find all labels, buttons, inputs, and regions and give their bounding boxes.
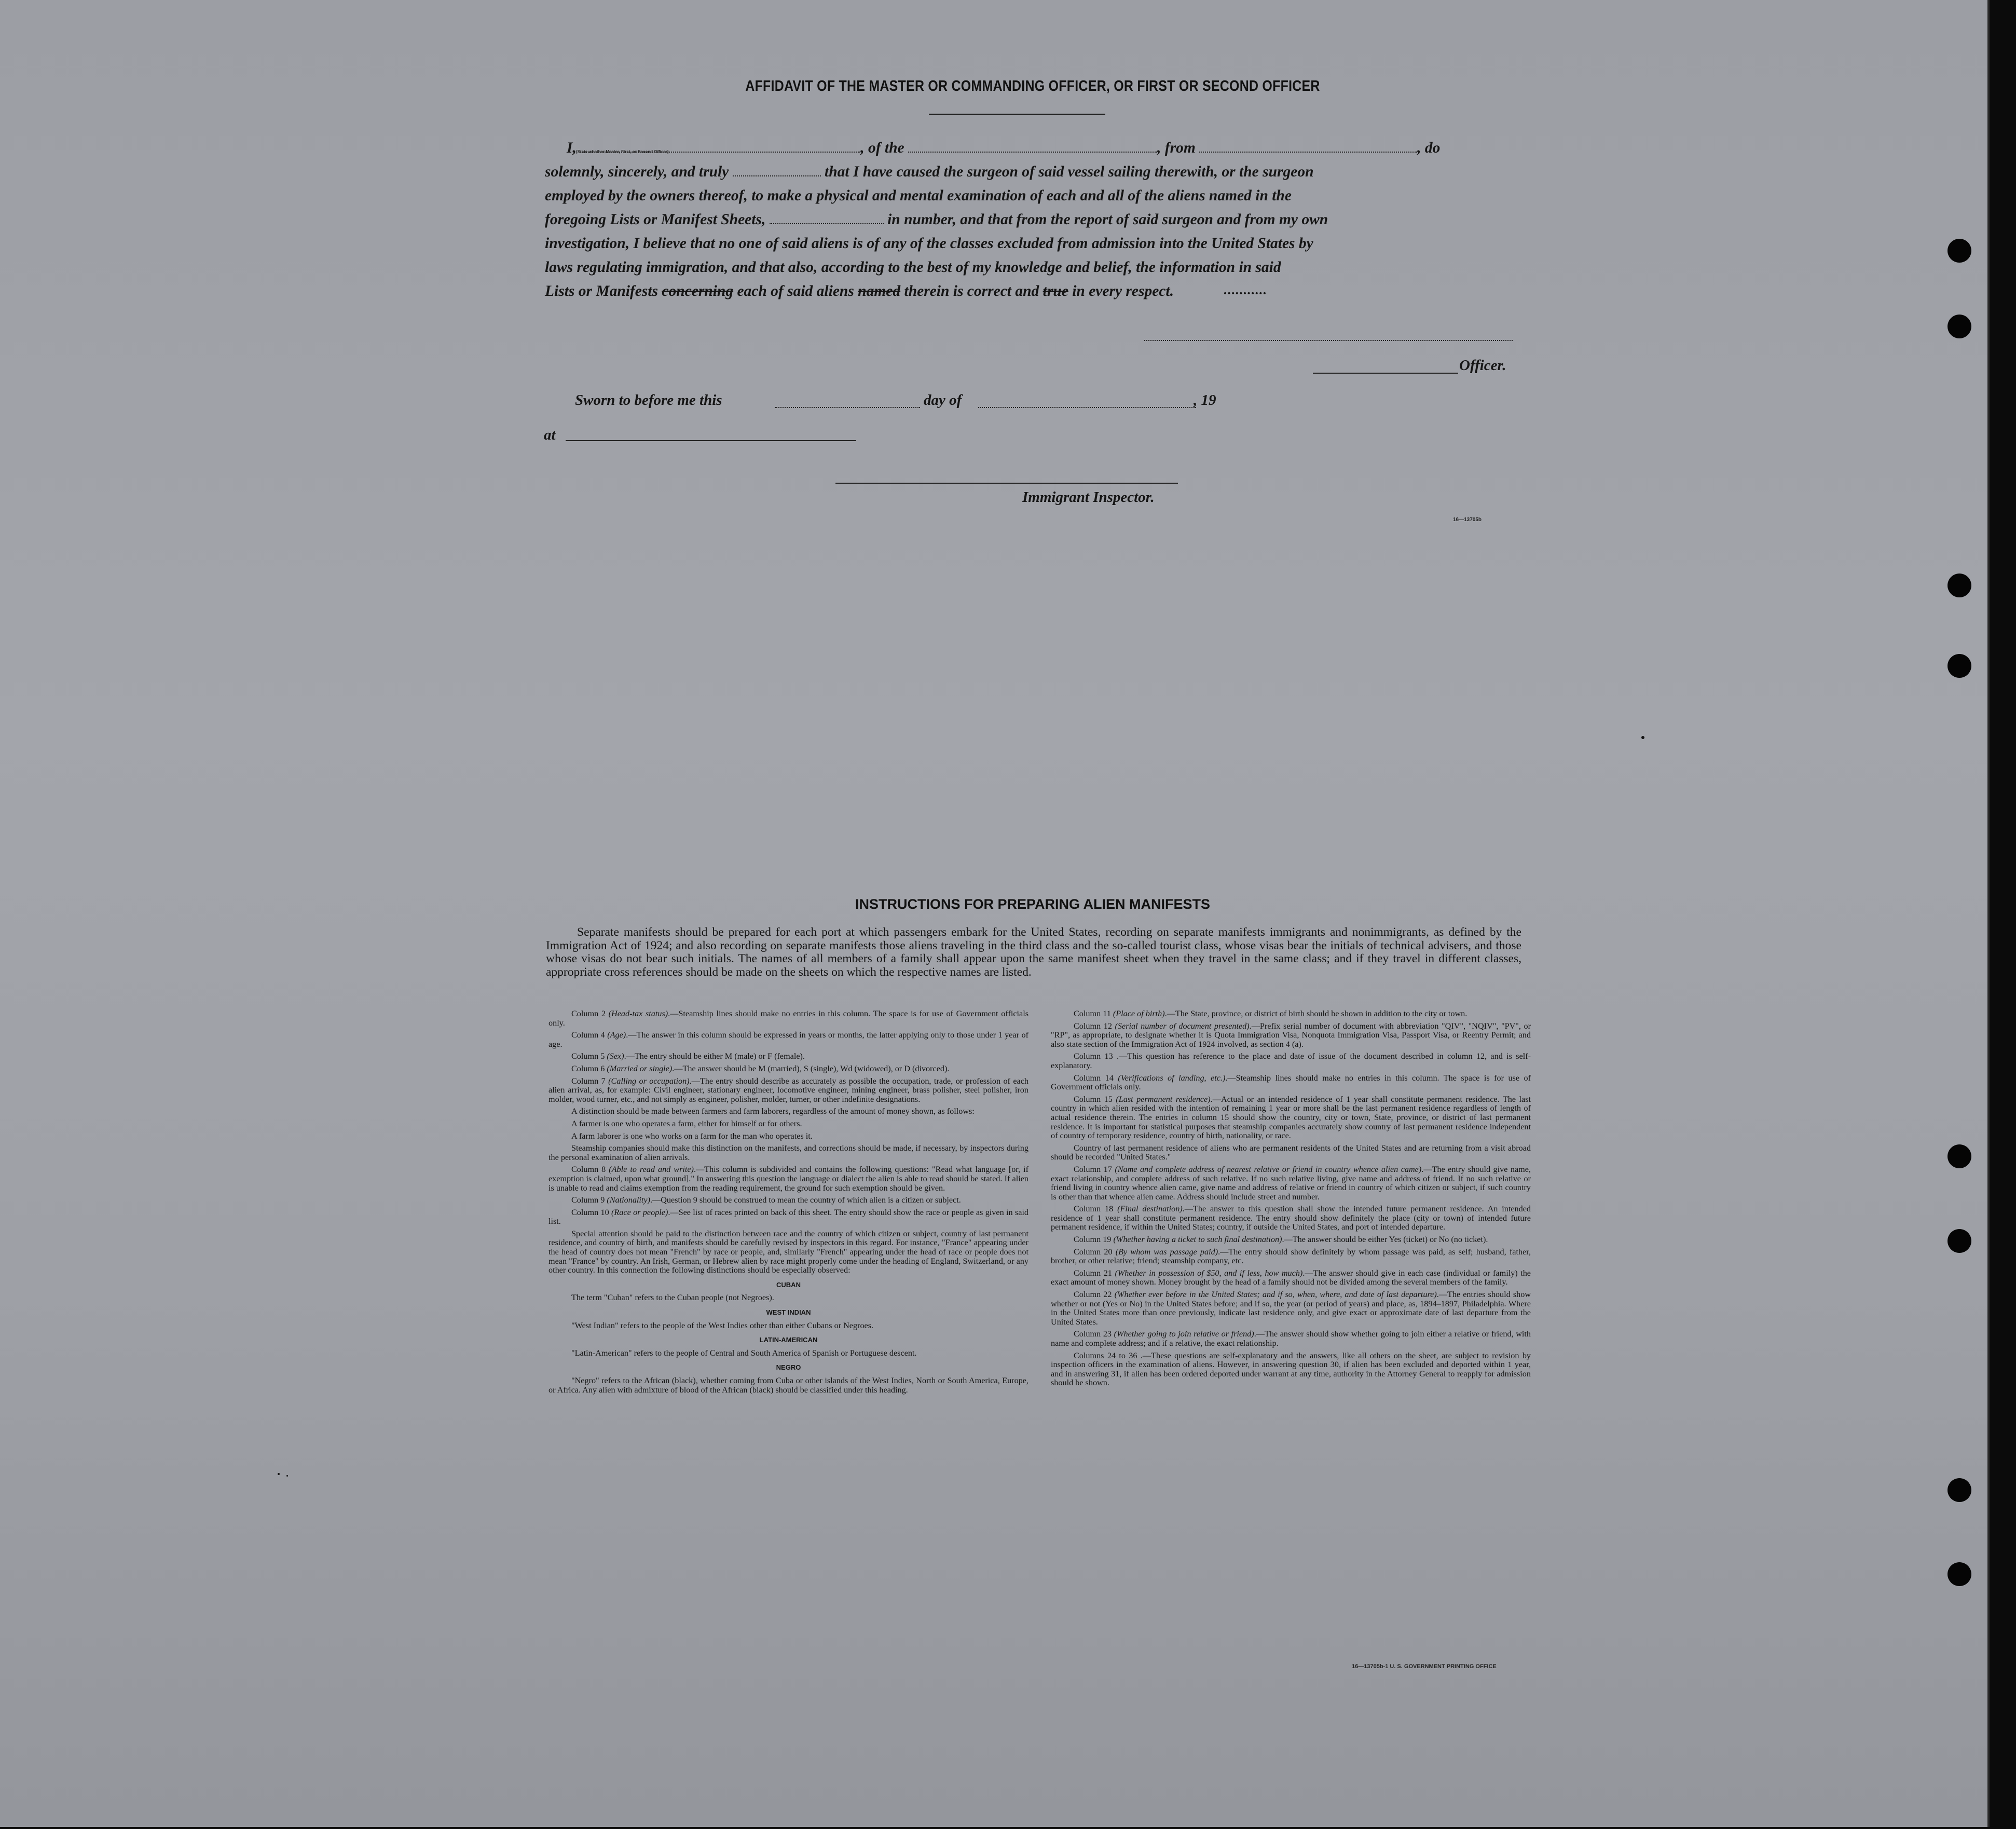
left-paragraph: [548, 1077, 1028, 1104]
affidavit-text: therein is correct and: [904, 283, 1039, 299]
punch-hole: [1948, 1478, 1971, 1502]
left-paragraph: [548, 1064, 1028, 1074]
day-of-label: day of: [924, 392, 962, 408]
race-definition: "West Indian" refers to the people of the West Indies other than either Cubans or Negroes.: [571, 1320, 874, 1330]
column-title: (Whether ever before in the United States; and if so, when, where, and date of last departure): [1114, 1290, 1437, 1300]
column-title: (Verifications of landing, etc.): [1118, 1073, 1226, 1083]
column-number: Column 22: [1074, 1290, 1115, 1300]
affidavit-text: in every respect.: [1072, 283, 1174, 299]
race-definitions: [548, 1280, 1028, 1395]
column-title: (Age): [607, 1030, 626, 1040]
instruction-text: .—Steamship lines should make no entries in this column. The space is for use of Government officials only.: [1051, 1073, 1531, 1092]
instruction-text: A distinction should be made between farmers and farm laborers, regardless of the amount of money shown, as follows:: [571, 1107, 975, 1116]
pen-mark: [1224, 290, 1266, 294]
instruction-text: .—The answer to this question shall show the intended future permanent residence. An intended residence of 1 year shall constitute permanent residence. The entry should show definitely the place (city or town) of intended future permanent residence, if within the United States; country, if outside the United States, and port of intended departure.: [1051, 1204, 1531, 1232]
column-title: (Last permanent residence): [1116, 1094, 1211, 1104]
column-number: Column 10: [571, 1207, 612, 1217]
right-paragraph: [1051, 1022, 1531, 1049]
column-title: (Head-tax status): [608, 1009, 668, 1018]
column-number: Column 5: [571, 1052, 607, 1061]
affidavit-title: AFFIDAVIT OF THE MASTER OR COMMANDING OFFICER, OR FIRST OR SECOND OFFICER: [745, 78, 1320, 94]
affidavit-body: [545, 136, 1515, 303]
instruction-text: .—The entries should show whether or not (Yes or No) in the United States before; and if so, the year (or period of years) and place, as, 1894–1897, Philadelphia. Where in the United States more than once previously, indicate last residence only, and give exact or approximate date of last departure from the United States.: [1051, 1290, 1531, 1327]
column-number: Column 20: [1074, 1247, 1116, 1257]
instruction-text: .—The answer should be either Yes (ticket) or No (no ticket).: [1282, 1235, 1488, 1245]
printing-office-code: 16—13705b-1 U. S. GOVERNMENT PRINTING OFFICE: [1352, 1663, 1497, 1670]
left-paragraph: [548, 1196, 1028, 1205]
sheet-count-blank: [770, 212, 884, 224]
punch-hole: [1948, 315, 1971, 338]
vessel-name-blank: [908, 140, 1157, 153]
instruction-text: .—The answer in this column should be expressed in years or months, the latter applying only to those under 1 year of age.: [548, 1030, 1028, 1049]
column-title: (Able to read and write): [609, 1165, 694, 1175]
column-number: Column 23: [1074, 1329, 1114, 1339]
left-paragraph: [548, 1132, 1028, 1141]
punch-hole: [1948, 574, 1971, 597]
column-title: (Serial number of document presented): [1115, 1021, 1250, 1031]
affidavit-line-5: investigation, I believe that no one of said aliens is of any of the classes excluded from admission into the United States by: [545, 235, 1313, 252]
column-number: Column 18: [1074, 1204, 1118, 1214]
column-title: (Final destination): [1117, 1204, 1183, 1214]
affidavit-line-7: [545, 279, 1515, 303]
left-paragraph: [548, 1120, 1028, 1129]
right-paragraph: [1051, 1235, 1531, 1245]
year-label: , 19: [1194, 392, 1216, 408]
affidavit-text: , do: [1417, 140, 1441, 156]
instruction-text: .—The answer should give in each case (individual or family) the exact amount of money shown. Money brought by the head of a family should not be divided among the several members of the family.: [1051, 1268, 1531, 1287]
race-heading: WEST INDIAN: [766, 1308, 811, 1317]
race-heading: CUBAN: [776, 1280, 801, 1289]
instructions-left-column: [548, 1009, 1028, 1398]
right-column-items: [1051, 1009, 1531, 1388]
affidavit-text: foregoing Lists or Manifest Sheets,: [545, 211, 766, 228]
column-title: (Whether in possession of $50, and if less, how much): [1115, 1268, 1303, 1278]
race-definition: "Negro" refers to the African (black), whether coming from Cuba or other islands of the West Indies, North or South America, Europe, or Africa. Any alien with admixture of blood of the African (black) should be classified under this heading.: [548, 1376, 1028, 1395]
instructions-title: INSTRUCTIONS FOR PREPARING ALIEN MANIFESTS: [855, 896, 1211, 912]
instruction-text: Steamship companies should make this distinction on the manifests, and corrections should be made, if necessary, by inspectors during the personal examination of alien arrivals.: [548, 1143, 1028, 1162]
struck-word: concerning: [662, 283, 734, 299]
affidavit-line-1: [545, 136, 1515, 160]
race-definition: The term "Cuban" refers to the Cuban people (not Negroes).: [571, 1293, 774, 1303]
race-definition: "Latin-American" refers to the people of Central and South America of Spanish or Portuguese descent.: [571, 1348, 917, 1358]
column-title: (By whom was passage paid): [1115, 1247, 1218, 1257]
column-number: Column 6: [571, 1063, 607, 1073]
instruction-text: Country of last permanent residence of aliens who are permanent residents of the United States and are returning from a visit abroad should be recorded "United States.": [1051, 1143, 1531, 1162]
left-paragraph: [548, 1052, 1028, 1061]
column-number: Column 12: [1074, 1021, 1115, 1031]
instruction-text: .—This column is subdivided and contains the following questions: "Read what language [or, if exemption is claimed, upon what ground]." In answering this question the language or dialect the alien is able to read should be stated. If alien is unable to read and claims exemption from the reading requirement, the ground for such exemption should be given.: [548, 1165, 1028, 1193]
column-title: (Calling or occupation): [608, 1076, 690, 1086]
left-paragraph: [548, 1230, 1028, 1275]
rank-note: (State whether Master, First, or Second Officer): [576, 149, 669, 154]
struck-word: named: [858, 283, 901, 299]
affidavit-text: I,: [567, 140, 577, 156]
column-number: Column 19: [1074, 1235, 1114, 1245]
race-heading: NEGRO: [776, 1363, 801, 1372]
column-number: Column 17: [1074, 1164, 1115, 1174]
signature-line: [1144, 340, 1513, 342]
instructions-intro: Separate manifests should be prepared for each port at which passengers embark for the United States, recording on separate manifests immigrants and nonimmigrants, as defined by the Immigration Act of 1924; and also recording on separate manifests those aliens traveling in the third class and the so-called tourist class, whose visas bear the initials of technical advisers, and those whose visas do not bear such initials. The names of all members of a family shall appear upon the same manifest sheet when they travel in the same class; and if they travel in different classes, appropriate cross references should be made on the sheets on which the respective names are listed.: [546, 925, 1521, 979]
instruction-text: .—The answer should show whether going to join either a relative or friend, with name and complete address; and if a relative, the exact relationship.: [1051, 1329, 1531, 1348]
right-paragraph: [1051, 1205, 1531, 1232]
instruction-text: A farmer is one who operates a farm, either for himself or for others.: [571, 1118, 802, 1128]
column-title: (Race or people): [611, 1207, 668, 1217]
title-rule: [929, 114, 1105, 115]
column-title: (Married or single): [607, 1063, 673, 1073]
left-paragraph: [548, 1144, 1028, 1162]
ink-speck: [286, 1475, 288, 1477]
port-from-blank: [1199, 140, 1417, 153]
instruction-text: Special attention should be paid to the distinction between race and the country of which citizen or subject, country of last permanent residence, and country of birth, and manifests should be carefully revised by inspectors in this regard. For instance, "France" appearing under the head of country does not mean "French" by race or people, and, similarly "French" appearing under the head of race or people does not mean "France" by country. An Irish, German, or Hebrew alien by race might properly come under the heading of England, Switzerland, or any other country. In this connection the following distinctions should be especially observed:: [548, 1229, 1028, 1275]
place-blank: [566, 440, 856, 441]
officer-label: Officer.: [1459, 357, 1506, 374]
column-number: Column 13: [1074, 1052, 1117, 1061]
column-number: Column 7: [571, 1076, 609, 1086]
left-paragraph: [548, 1031, 1028, 1049]
instruction-text: .—The entry should give name, exact relationship, and complete address of such relative. If no such relative living, give name and address of friend. If no such relative or friend living in country whence alien came, give name and address of relative or friend in country of which citizen or subject, if such country is other than that whence alien came. Address should include street and number.: [1051, 1164, 1531, 1202]
right-paragraph: [1051, 1352, 1531, 1388]
sworn-month-blank: [978, 407, 1196, 408]
instruction-text: .—The entry should show definitely by whom passage was paid, as self; husband, father, brother, or other relative; friend; steamship company, etc.: [1051, 1247, 1531, 1266]
column-title: (Whether having a ticket to such final destination): [1113, 1235, 1282, 1245]
affidavit-text: solemnly, sincerely, and truly: [545, 163, 729, 180]
officer-signature-line: [1313, 373, 1458, 374]
affidavit-line-2: [545, 160, 1515, 184]
column-title: (Whether going to join relative or friend): [1114, 1329, 1254, 1339]
instruction-text: .—The answer should be M (married), S (single), Wd (widowed), or D (divorced).: [672, 1063, 950, 1073]
left-paragraph: [548, 1208, 1028, 1226]
column-title: (Name and complete address of nearest relative or friend in country whence alien came): [1115, 1164, 1422, 1174]
instruction-text: .—Question 9 should be construed to mean the country of which alien is a citizen or subject.: [650, 1195, 961, 1205]
instruction-text: .—Prefix serial number of document with abbreviation "QIV", "NQIV", "PV", or "RP", as appropriate, to designate whether it is Quota Immigration Visa, Nonquota Immigration Visa, Passport Visa, or Reentry Permit; and also state section of the Immigration Act of 1924 involved, as section 4 (a).: [1051, 1021, 1531, 1049]
right-paragraph: [1051, 1144, 1531, 1162]
instruction-text: .—The entry should describe as accurately as possible the occupation, trade, or profession of each alien arrival, as, for example: Civil engineer, stationary engineer, locomotive engineer, mining engineer, brass polisher, steel polisher, iron molder, wood turner, etc., and not simply as engineer, polisher, molder, turner, or other indefinite designations.: [548, 1076, 1028, 1104]
instruction-text: .—The entry should be either M (male) or F (female).: [624, 1052, 805, 1061]
affidavit-text: that I have caused the surgeon of said vessel sailing therewith, or the surgeon: [825, 163, 1314, 180]
right-paragraph: [1051, 1052, 1531, 1070]
column-number: Column 11: [1074, 1009, 1113, 1018]
affidavit-text: Lists or Manifests: [545, 283, 659, 299]
column-number: Column 21: [1074, 1268, 1115, 1278]
right-paragraph: [1051, 1269, 1531, 1287]
punch-hole: [1948, 1229, 1971, 1253]
right-paragraph: [1051, 1330, 1531, 1348]
column-number: Column 4: [571, 1030, 608, 1040]
affidavit-line-6: laws regulating immigration, and that also, according to the best of my knowledge and belief, the information in said: [545, 259, 1281, 276]
punch-hole: [1948, 1144, 1971, 1168]
oath-blank: [733, 164, 821, 176]
right-paragraph: [1051, 1095, 1531, 1141]
sworn-label: Sworn to before me this: [575, 392, 722, 408]
instruction-text: .—These questions are self-explanatory and the answers, like all others on the sheet, are subject to revision by inspection officers in the examination of aliens. However, in answering question 30, if alien has been excluded and deported within 1 year, and in answering 31, if alien has been ordered deported under warrant at any time, authority in the Attorney General to reapply for admission should be shown.: [1051, 1350, 1531, 1388]
instruction-text: .—Actual or an intended residence of 1 year shall constitute permanent residence. The last country in which alien resided with the intention of remaining 1 year or more shall be the last permanent residence regardless of length of actual residence therein. The entries in column 15 should show the country, city or town, State, province, or district of last permanent residence. It is important for statistical purposes that steamship companies accurately show country of last permanent residence independent of country of temporary residence, country of birth, nationality, or race.: [1051, 1094, 1531, 1141]
right-paragraph: [1051, 1009, 1531, 1019]
instruction-text: .—This question has reference to the place and date of issue of the document described in column 12, and is self-explanatory.: [1051, 1052, 1531, 1070]
affidavit-text: , from: [1157, 140, 1196, 156]
left-paragraph: [548, 1107, 1028, 1116]
column-number: Column 8: [571, 1165, 609, 1175]
column-number: Column 14: [1074, 1073, 1118, 1083]
affidavit-text: in number, and that from the report of said surgeon and from my own: [887, 211, 1328, 228]
ink-speck: [278, 1473, 280, 1475]
column-title: (Nationality): [607, 1195, 650, 1205]
punch-hole: [1948, 654, 1971, 678]
column-number: Column 9: [571, 1195, 607, 1205]
punch-hole: [1948, 239, 1971, 263]
race-heading: LATIN-AMERICAN: [759, 1336, 818, 1344]
right-paragraph: [1051, 1165, 1531, 1202]
instruction-text: .—See list of races printed on back of this sheet. The entry should show the race or people as given in said list.: [548, 1207, 1028, 1226]
instruction-text: A farm laborer is one who works on a farm for the man who operates it.: [571, 1131, 813, 1141]
punch-hole: [1948, 1562, 1971, 1586]
instruction-text: .—Steamship lines should make no entries in this column. The space is for use of Government officials only.: [548, 1009, 1029, 1028]
column-number: Column 15: [1074, 1094, 1116, 1104]
affidavit-line-3: employed by the owners thereof, to make a physical and mental examination of each and all of the aliens named in the: [545, 187, 1292, 204]
column-number: Column 2: [571, 1009, 609, 1018]
left-column-items: [548, 1009, 1028, 1275]
affidavit-text: , of the: [860, 140, 904, 156]
at-label: at: [544, 427, 556, 443]
column-title: (Place of birth): [1113, 1009, 1165, 1018]
right-paragraph: [1051, 1248, 1531, 1266]
right-paragraph: [1051, 1074, 1531, 1092]
form-code: 16—13705b: [1453, 517, 1482, 523]
right-paragraph: [1051, 1290, 1531, 1327]
sworn-day-blank: [775, 407, 920, 408]
column-title: (Sex): [607, 1052, 624, 1061]
left-paragraph: [548, 1009, 1028, 1028]
struck-word: true: [1043, 283, 1068, 299]
inspector-label: Immigrant Inspector.: [1022, 489, 1155, 506]
instructions-right-column: [1051, 1009, 1531, 1391]
instruction-text: .—The State, province, or district of birth should be shown in addition to the city or town.: [1164, 1009, 1468, 1018]
column-number: Columns 24 to 36: [1074, 1350, 1141, 1360]
ink-speck: [1641, 736, 1644, 739]
left-paragraph: [548, 1165, 1028, 1193]
inspector-signature-line: [835, 483, 1178, 484]
affidavit-text: each of said aliens: [737, 283, 854, 299]
affidavit-line-4: [545, 208, 1515, 231]
